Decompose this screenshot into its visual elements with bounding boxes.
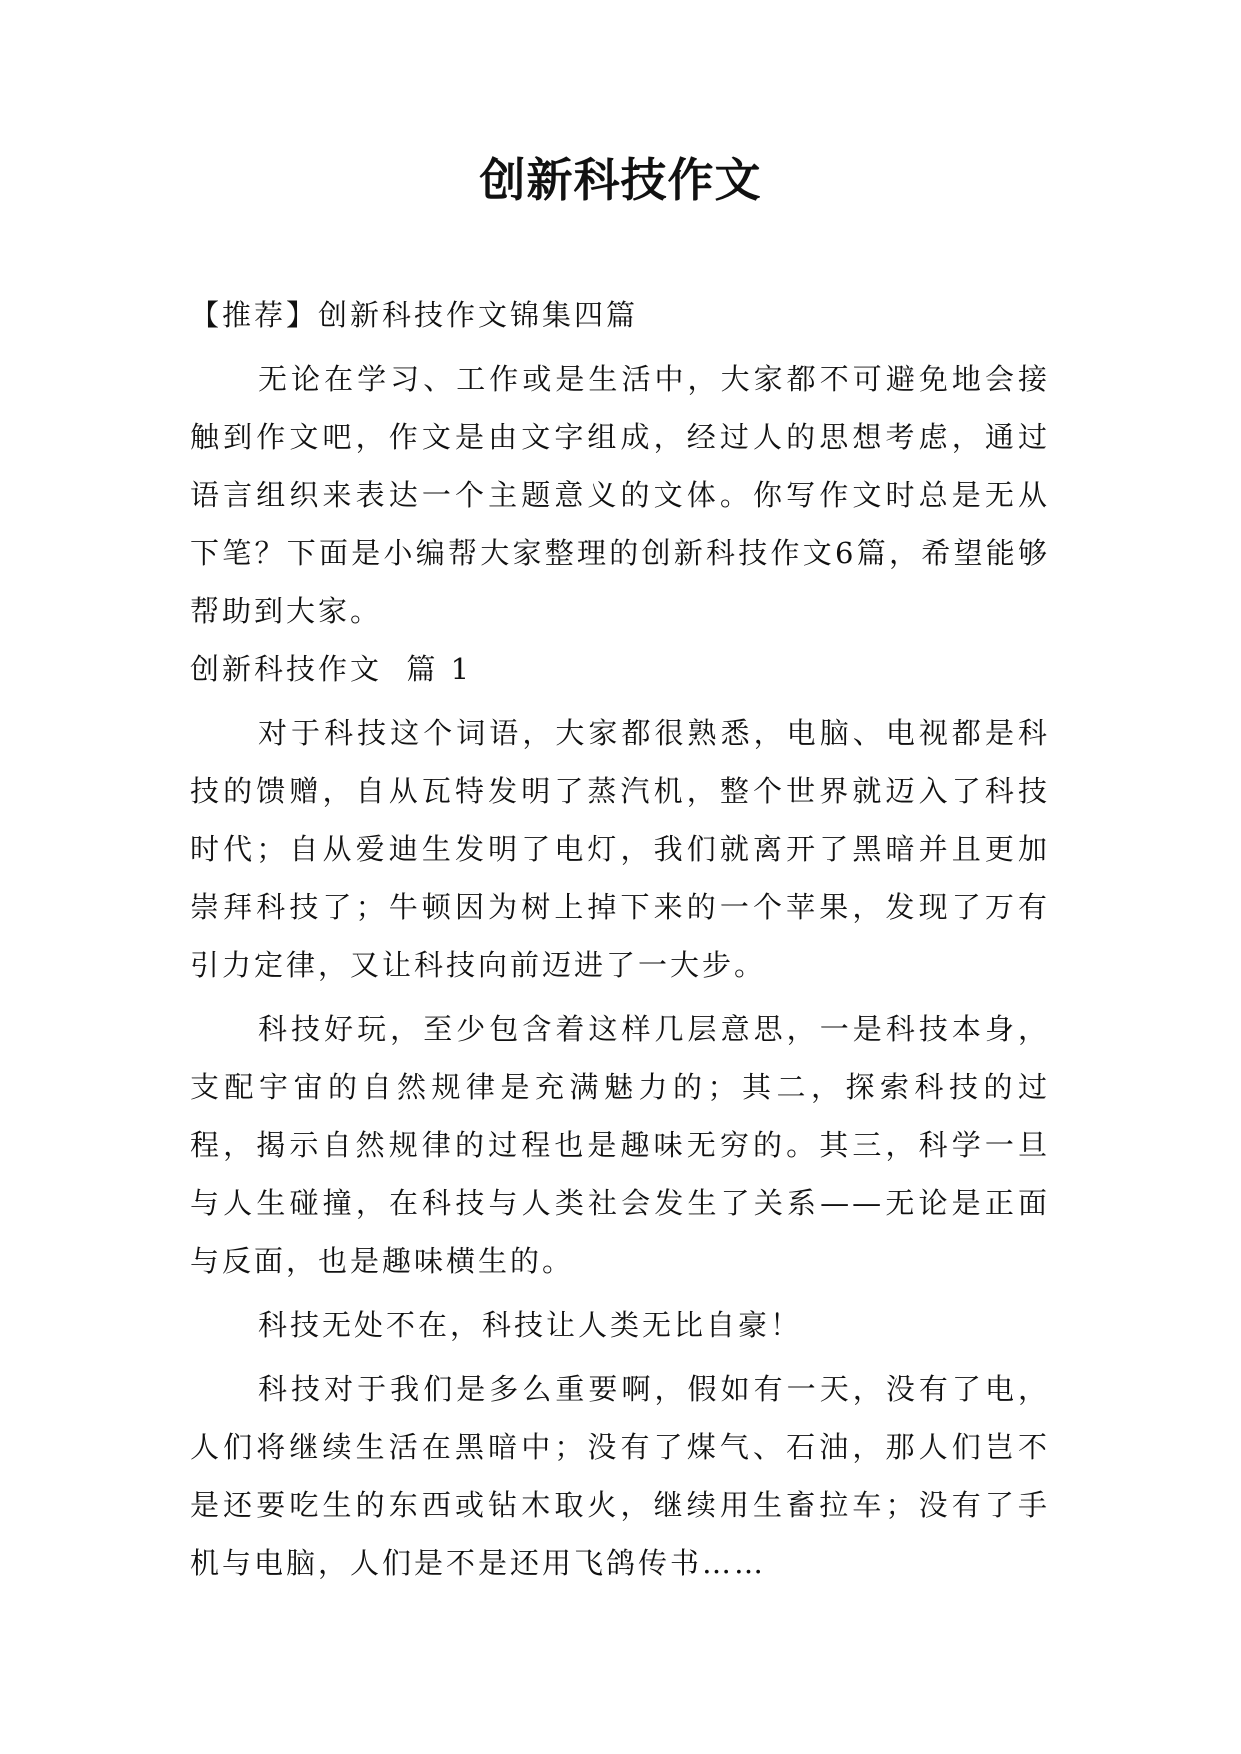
document-body [190, 286, 1050, 1592]
body-paragraph: 科技对于我们是多么重要啊，假如有一天，没有了电，人们将继续生活在黑暗中；没有了煤气、石油，那人们岂不是还要吃生的东西或钻木取火，继续用生畜拉车；没有了手机与电脑，人们是不是还用飞鸽传书…… [190, 1372, 1050, 1580]
section-heading: 创新科技作文 篇 1 [190, 652, 473, 686]
intro-paragraph: 无论在学习、工作或是生活中，大家都不可避免地会接触到作文吧，作文是由文字组成，经过人的思想考虑，通过语言组织来表达一个主题意义的文体。你写作文时总是无从下笔？下面是小编帮大家整理的创新科技作文6篇，希望能够帮助到大家。 [190, 362, 1050, 628]
body-paragraph: 科技好玩，至少包含着这样几层意思，一是科技本身，支配宇宙的自然规律是充满魅力的；其二，探索科技的过程，揭示自然规律的过程也是趣味无穷的。其三，科学一旦与人生碰撞，在科技与人类社会发生了关系——无论是正面与反面，也是趣味横生的。 [190, 1012, 1050, 1278]
document-title: 创新科技作文 [479, 153, 762, 207]
document-subtitle: 【推荐】创新科技作文锦集四篇 [190, 298, 639, 332]
body-paragraph: 科技无处不在，科技让人类无比自豪！ [258, 1308, 803, 1342]
body-paragraph: 对于科技这个词语，大家都很熟悉，电脑、电视都是科技的馈赠，自从瓦特发明了蒸汽机，整个世界就迈入了科技时代；自从爱迪生发明了电灯，我们就离开了黑暗并且更加崇拜科技了；牛顿因为树上掉下来的一个苹果，发现了万有引力定律，又让科技向前迈进了一大步。 [190, 716, 1050, 982]
